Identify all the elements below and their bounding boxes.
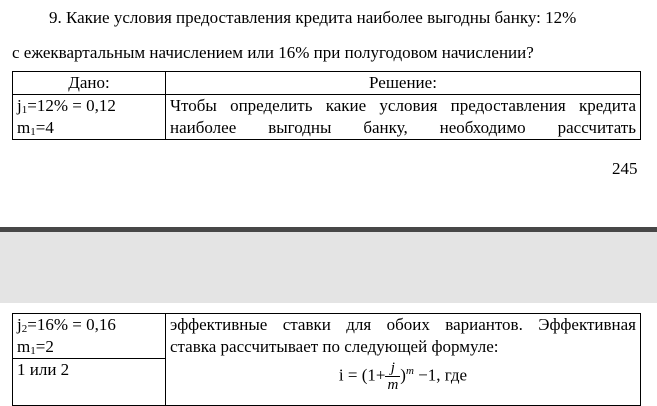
solution-cell [166,95,641,140]
given-option-cell [13,359,166,406]
formula-fraction: $\frac{j}{m}$ [387,360,399,393]
given-solution-table-1 [12,71,641,140]
header-given: Дано: [13,72,166,95]
header-solution: Решение: [166,72,641,95]
solution-cell-2 [166,314,641,406]
given-option: 1 или 2 [17,360,70,379]
given-j1: $j_1=12\% = 0,12$ [17,96,116,116]
solution-line-3: эффективные ставки для обоих вариантов. Эффективная [170,315,636,334]
given-solution-table-2 [12,313,641,406]
problem-line-1: 9. Какие условия предоставления кредита наиболее выгодны банку: 12% [49,8,577,27]
given-cell [13,95,166,140]
problem-line-2: с ежеквартальным начислением или 16% при полугодовом начислении? [12,43,534,62]
solution-line-1: Чтобы определить какие условия предоставления кредита [170,96,636,115]
given-j2: $j_2=16\% = 0,16$ [17,315,116,335]
solution-line-4: ставка рассчитывает по следующей формуле: [170,337,499,356]
given-m1: $m_1=4$ [17,118,54,138]
page-number: 245 [612,159,638,178]
solution-line-2: наиболее выгодны банку, необходимо рассчитать [170,118,636,137]
page-break-separator [0,227,657,303]
given-cell-2 [13,314,166,359]
effective-rate-formula: i = (1+ $\frac{j}{m}$ )$^m$ −1, где [338,360,468,393]
given-m1-2: $m_1=2$ [17,337,54,357]
